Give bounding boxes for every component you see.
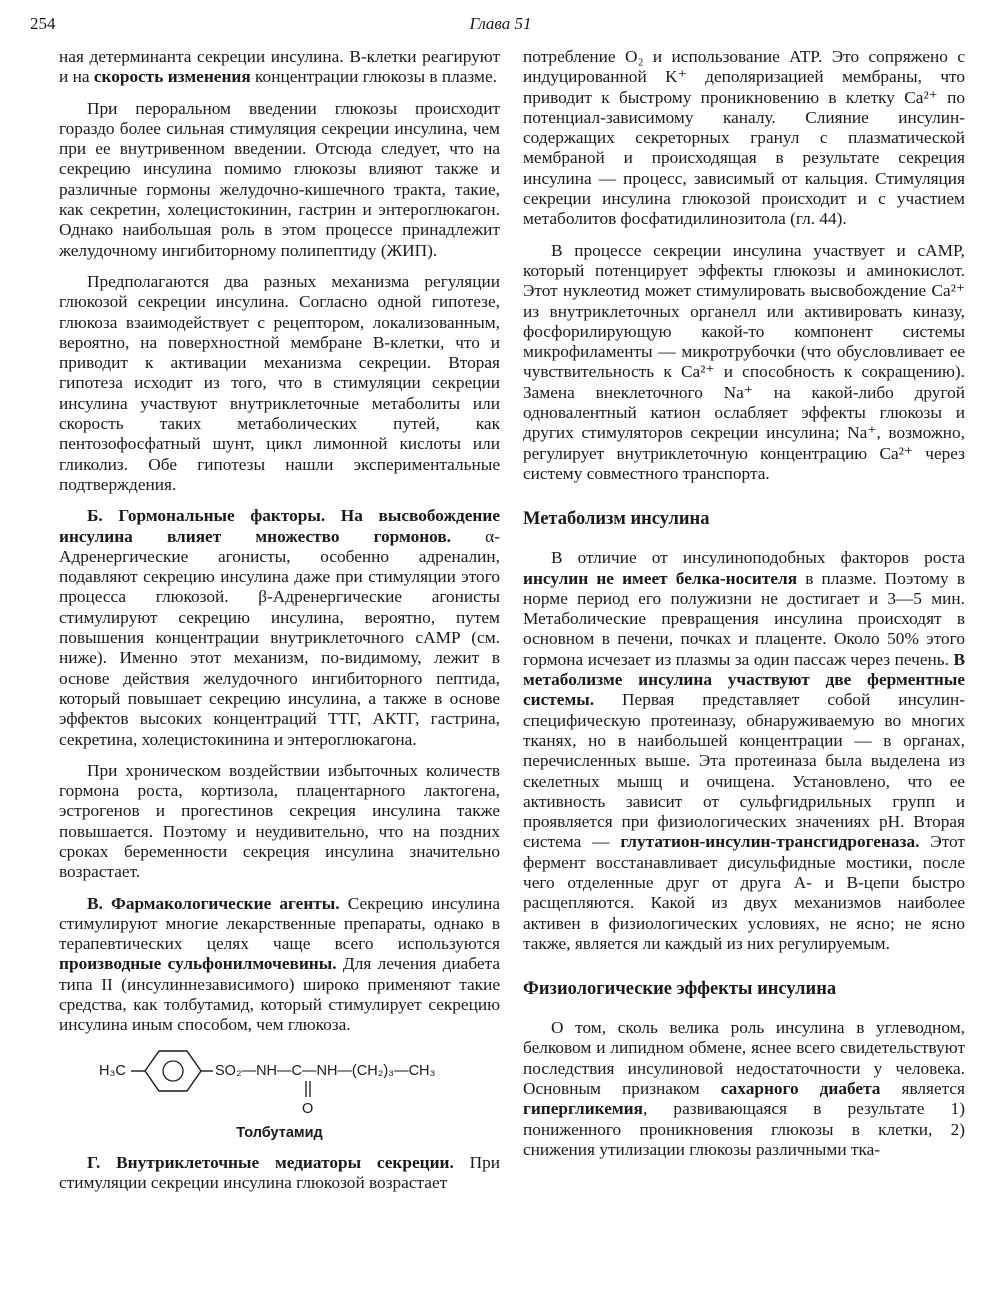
paragraph: Предполагаются два разных механизма регуляции глюкозой секреции инсулина. Согласно одной гипотезе, глюкоза взаимодействует с рецептором, локализованным, вероятно, на поверхностной мембране В-клетки, что и приводит к активации механизма секреции. Вторая гипотеза исходит из того, что в стимуляции секреции инсулина участвуют внутриклеточные метаболиты или скорость таких метаболических путей, как пентозофосфатный шунт, цикл лимонной кислоты или гликолиз. Обе гипотезы нашли экспериментальные подтверждения. (59, 271, 500, 494)
paragraph: Б. Гормональные факторы. На высвобождение инсулина влияет множество гормонов. α-Адренергические агонисты, особенно адреналин, подавляют секрецию инсулина даже при стимуляции этого процесса глюкозой. β-Адренергические агонисты стимулируют секрецию инсулина, вероятно, путем повышения концентрации внутриклеточного cAMP (см. ниже). Именно этот механизм, по-видимому, лежит в основе действия желудочного ингибиторного пептида, который повышает секрецию инсулина, а также в основе эффектов высоких концентраций ТТГ, АКТГ, гастрина, секретина, холецистокинина и энтероглюкагона. (59, 506, 500, 749)
paragraph: В отличие от инсулиноподобных факторов роста инсулин не имеет белка-носителя в плазме. Поэтому в норме период его полужизни не достигает и 3—5 мин. Метаболические превращения инсулина происходят в основном в печени, почках и плаценте. Около 50% этого гормона исчезает из плазмы за один пассаж через печень. В метаболизме инсулина участвуют две ферментные системы. Первая представляет собой инсулин-специфическую протеиназу, обнаруживаемую во многих тканях, но в наибольшей концентрации — в органах, перечисленных выше. Эта протеиназа была выделена из скелетных мышц и очищена. Установлено, что ее активность зависит от сульфгидрильных групп и проявляется при физиологических значениях pH. Вторая система — глутатион-инсулин-трансгидрогеназа. Этот фермент восстанавливает дисульфидные мостики, после чего отделенные друг от друга А- и В-цепи быстро расщепляются. Какой из двух механизмов наиболее активен в физиологических условиях, не ясно; не ясно также, является ли каждый из них регулируемым. (523, 548, 965, 953)
paragraph: При хроническом воздействии избыточных количеств гормона роста, кортизола, плацентарного лактогена, эстрогенов и прогестинов секреция инсулина также повышается. Поэтому и неудивительно, что на поздних сроках беременности секреция инсулина значительно возрастает. (59, 760, 500, 882)
left-column (59, 47, 500, 1205)
paragraph: ная детерминанта секреции инсулина. В-клетки реагируют и на скорость изменения концентрации глюкозы в плазме. (59, 47, 500, 87)
paragraph: О том, сколь велика роль инсулина в углеводном, белковом и липидном обмене, яснее всего свидетельствуют последствия инсулиновой недостаточности у человека. Основным признаком сахарного диабета является гипергликемия, развивающаяся в результате 1) пониженного проникновения глюкозы в клетки, 2) снижения утилизации глюкозы различными тка- (523, 1018, 966, 1159)
formula-oxygen: O (302, 1100, 314, 1117)
paragraph: В. Фармакологические агенты. Секрецию инсулина стимулируют многие лекарственные препараты, однако в терапевтических целях чаще всего используются производные сульфонилмочевины. Для лечения диабета типа II (инсулиннезависимого) широко применяют такие средства, как толбутамид, который стимулирует секрецию инсулина иным способом, чем глюкоза. (59, 893, 500, 1035)
page-number: 254 (30, 14, 56, 33)
paragraph: Г. Внутриклеточные медиаторы секреции. При стимуляции секреции инсулина глюкозой возрастает (59, 1152, 500, 1193)
benzene-ring (145, 1051, 201, 1091)
chapter-title: Глава 51 (469, 14, 532, 33)
paragraph: При пероральном введении глюкозы происходит гораздо более сильная стимуляция секреции инсулина, чем при ее внутривенном введении. Отсюда следует, что на секрецию инсулина помимо глюкозы влияют также и различные гормоны желудочно-кишечного тракта, такие, как секретин, холецистокинин, гастрин и энтероглюкагон. Однако наибольшая роль в этом процессе принадлежит желудочному ингибиторному полипептиду (ЖИП). (59, 98, 500, 260)
section-heading: Физиологические эффекты инсулина (523, 979, 837, 1000)
right-column (523, 47, 965, 1171)
tolbutamide-formula (59, 1047, 500, 1119)
paragraph: В процессе секреции инсулина участвует и cAMP, который потенцирует эффекты глюкозы и аминокислот. Этот нуклеотид может стимулировать высвобождение Ca²⁺ из внутриклеточных органелл или активировать киназу, фосфорилирующую какой-то компонент системы микрофиламенты — микротрубочки (что обусловливает ее чувствительность к Ca²⁺ и способность к сокращению). Замена внеклеточного Na⁺ на какой-либо другой одновалентный катион ослабляет эффекты глюкозы и других стимуляторов секреции инсулина; Na⁺, возможно, регулирует внутриклеточную концентрацию Ca²⁺ через систему совместного транспорта. (523, 240, 965, 483)
formula-h3c: H₃C (99, 1062, 126, 1079)
section-heading: Метаболизм инсулина (523, 509, 710, 530)
formula-caption: Толбутамид (236, 1124, 323, 1141)
formula-chain: SO₂—NH—C—NH—(CH₂)₃—CH₃ (215, 1062, 436, 1079)
paragraph: потребление O₂ и использование ATP. Это сопряжено с индуцированной K⁺ деполяризацией мембраны, что приводит к быстрому проникновению в клетку Ca²⁺ по потенциал-зависимому каналу. Слияние инсулин-содержащих секреторных гранул с плазматической мембраной и происходящая в результате секреция инсулина — процесс, зависимый от кальция. Стимуляция секреции инсулина глюкозой происходит и с участием метаболитов фосфатидилинозитола (гл. 44). (523, 47, 965, 229)
